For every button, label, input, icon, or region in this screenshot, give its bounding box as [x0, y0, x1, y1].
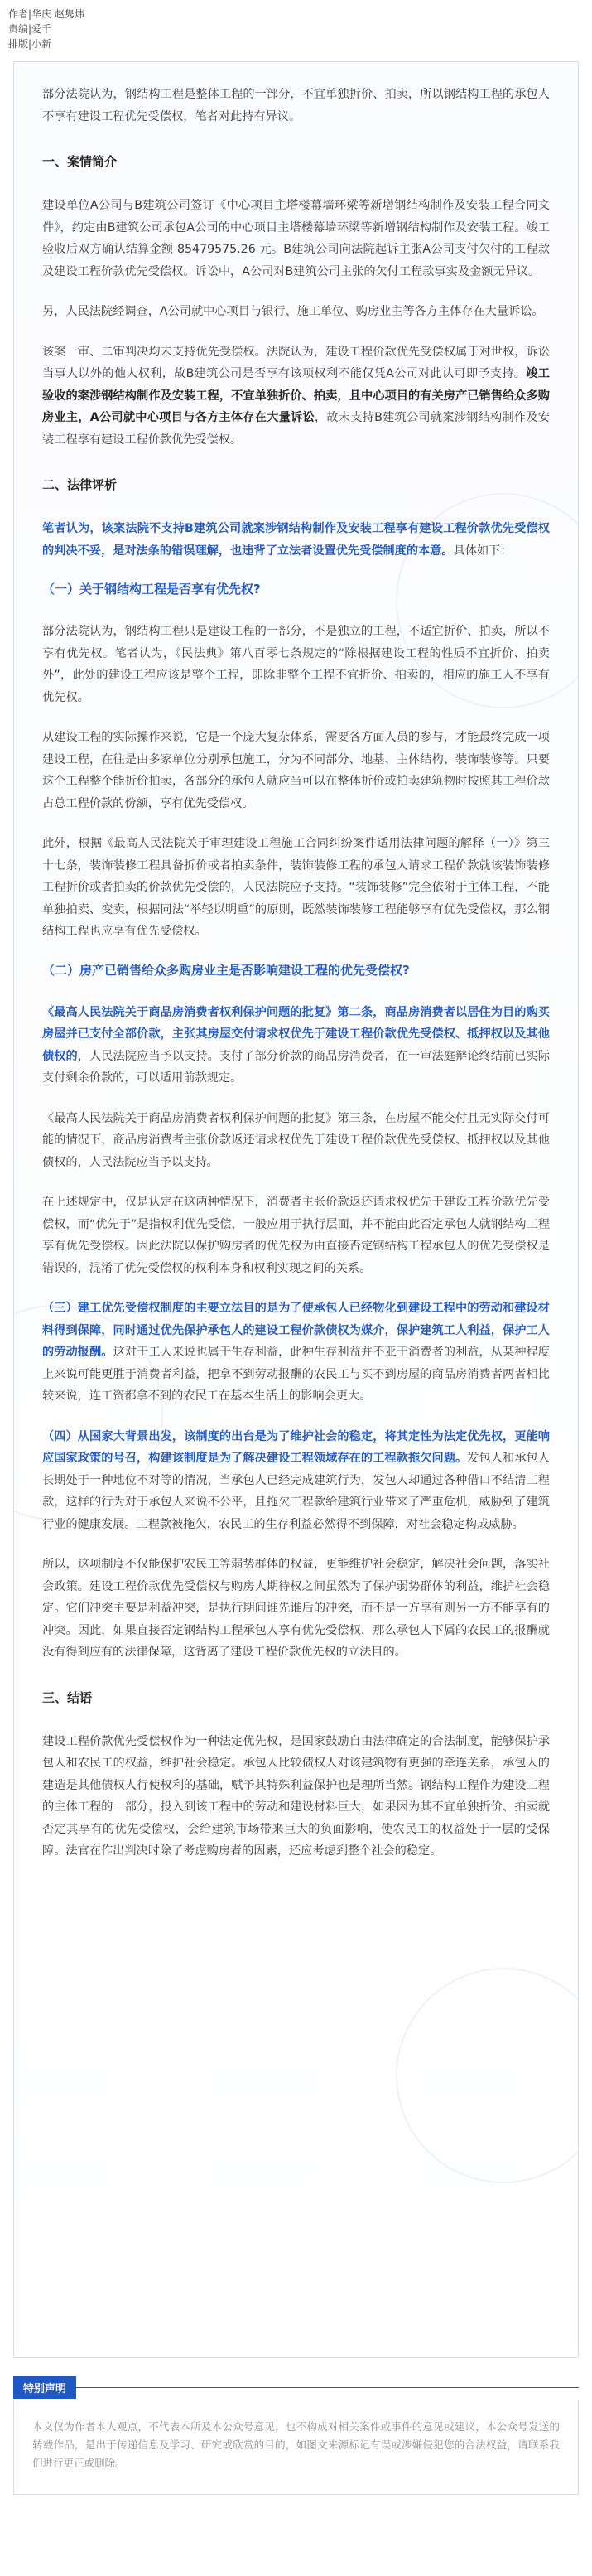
section-heading-analysis: 二、法律评析: [42, 477, 118, 492]
case-text: 该案一审、二审判决均未支持优先受偿权。法院认为，建设工程价款优先受偿权属于对世权，诉讼当事人以外的他人权利，故B建筑公司是否享有该项权利不能仅凭A公司对此认可即予支持。: [42, 345, 550, 380]
layout-credit: 排版|小新: [8, 38, 52, 50]
summary-paragraph: 所以，这项制度不仅能保护农民工等弱势群体的权益，更能维护社会稳定，解决社会问题，落实社会政策。建设工程价款优先受偿权与购房人期待权之间虽然为了保护弱势群体的利益，维护社会稳定。它们冲突主要是利益冲突，是执行期间谁先谁后的冲突，而不是一方享有则另一方不能享有的冲突。因此，如果直接否定钢结构工程承包人享有优先受偿权，那么承包人下属的农民工的报酬就没有得到应有的法律保障，这背离了建设工程价款优先权的立法目的。: [42, 1558, 550, 1659]
case-paragraph-2: 另，人民法院经调查，A公司就中心项目与银行、施工单位、购房业主等各方主体存在大量诉讼。: [42, 305, 544, 318]
notice-tag: 特别声明: [13, 2376, 76, 2399]
conclusion-paragraph: 建设工程价款优先受偿权作为一种法定优先权，是国家鼓励自由法律确定的合法制度，能够保护承包人和农民工的权益，维护社会稳定。承包人比较债权人对该建筑物有更强的牵连关系，承包人的建造是其他债权人行使权利的基础，赋予其特殊利益保护也是理所当然。钢结构工程作为建设工程的主体工程的一部分，投入到该工程中的劳动和建设材料巨大，如果因为其不宜单独折价、拍卖就否定其享有的优先受偿权，会给建筑市场带来巨大的负面影响，使农民工的权益处于一层的受保障。法官在作出判决时除了考虑购房者的因素，还应考虑到整个社会的稳定。: [42, 1734, 550, 1858]
house-text: ，人民法院应当予以支持。支付了部分价款的商品房消费者，在一审法庭辩论终结前已实际支付剩余价款的，可以适用前款规定。: [42, 1049, 550, 1085]
subheading-house-sold: （二）房产已销售给众多购房业主是否影响建设工程的优先受偿权?: [42, 962, 410, 978]
national-context-paragraph: [42, 1426, 550, 1536]
analysis-lead-emphasis: 笔者认为，该案法院不支持B建筑公司就案涉钢结构制作及安装工程享有建设工程价款优先受偿权的判决不妥，是对法条的错误理解，也违背了立法者设置优先受偿制度的本意。: [42, 522, 550, 558]
notice-body: 本文仅为作者本人观点，不代表本所及本公众号意见，也不构成对相关案件或事件的意见或建议，本公众号发送的转载作品，是出于传递信息及学习、研究或欣赏的目的，如图文来源标记有误或涉嫌侵犯您的合法权益，请联系我们进行更正或删除。: [13, 2400, 579, 2495]
legislative-purpose-emphasis: （三）建工优先受偿权制度的主要立法目的是为了使承包人已经物化到建设工程中的劳动和建设材料得到保障，同时通过优先保护承包人的建设工程价款债权为媒介，保护建筑工人利益，保护工人的劳动报酬。: [42, 1302, 550, 1359]
case-paragraph-1: 建设单位A公司与B建筑公司签订《中心项目主塔楼幕墙环梁等新增钢结构制作及安装工程合同文件》，约定由B建筑公司承包A公司的中心项目主塔楼幕墙环梁等新增钢结构制作及安装工程。竣工验收后双方确认结算金额 85479575.26 元。B建筑公司向法院起诉主张A公司支付欠付的工程款及建设工程价款优先受偿权。诉讼中，A公司对B建筑公司主张的欠付工程款事实及金额无异议。: [42, 199, 550, 278]
credits-block: [0, 0, 592, 51]
case-emphasis: 竣工验收的案涉钢结构制作及安装工程，不宜单独折价、拍卖，且中心项目的有关房产已销售给众多购房业主，A公司就中心项目与各方主体存在大量诉讼: [42, 367, 550, 424]
national-context-emphasis: （四）从国家大背景出发，该制度的出台是为了维护社会的稳定，将其定性为法定优先权，更能响应国家政策的号召，构建该制度是为了解决建设工程领域存在的工程款拖欠问题。: [42, 1429, 550, 1465]
case-text: ，故未支持B建筑公司就案涉钢结构制作及安装工程享有建设工程价款优先受偿权。: [42, 411, 550, 447]
analysis-lead-tail: 具体如下：: [453, 544, 513, 558]
case-paragraph-3: [42, 341, 550, 452]
steel-paragraph-2: 从建设工程的实际操作来说，它是一个庞大复杂体系，需要各方面人员的参与，才能最终完成一项建设工程，在往是由多家单位分别承包施工，分为不同部分、地基、主体结构、装饰装修等。只要这个工程整个能折价拍卖，各部分的承包人就应当可以在整体折价或拍卖建筑物时按照其工程价款占总工程价款的份额，享有优先受偿权。: [42, 731, 550, 810]
steel-paragraph-1: 部分法院认为，钢结构工程只是建设工程的一部分，不是独立的工程，不适宜折价、拍卖，所以不享有优先权。笔者认为，《民法典》第八百零七条规定的“除根据建设工程的性质不宜折价、拍卖外”，此处的建设工程应该是整个工程，即除非整个工程不宜折价、拍卖的，相应的施工人不享有优先权。: [42, 625, 550, 704]
background-circle-decoration: [396, 1968, 579, 2183]
analysis-lead-paragraph: [42, 518, 550, 562]
steel-paragraph-3: 此外，根据《最高人民法院关于审理建设工程施工合同纠纷案件适用法律问题的解释（一）》第三十七条，装饰装修工程具备折价或者拍卖条件，装饰装修工程的承包人请求工程价款就该装饰装修工程折价或者拍卖的价款优先受偿的，人民法院应予支持。“装饰装修”完全依附于主体工程，不能单独拍卖、变卖，根据同法“举轻以明重”的原则，既然装饰装修工程能够享有优先受偿权，那么钢结构工程也应享有优先受偿权。: [42, 837, 550, 938]
house-paragraph-3: 在上述规定中，仅是认定在这两种情况下，消费者主张价款返还请求权优先于建设工程价款优先受偿权，而“优先于”是指权利优先受偿，一般应用于执行层面，并不能由此否定承包人就钢结构工程享有优先受偿权。因此法院以保护购房者的优先权为由直接否定钢结构工程承包人的优先受偿权是错误的，混淆了优先受偿权的权利本身和权利实现之间的关系。: [42, 1196, 550, 1275]
house-paragraph-1: [42, 1002, 550, 1090]
notice-header: [13, 2375, 579, 2400]
article-frame: [13, 61, 579, 2358]
special-notice: [13, 2375, 579, 2495]
subheading-steel-structure: （一）关于钢结构工程是否享有优先权?: [42, 582, 261, 597]
house-emphasis: 《最高人民法院关于商品房消费者权利保护问题的批复》第二条，商品房消费者以居住为目的购买房屋并已支付全部价款，主张其房屋交付请求权优先于建设工程价款优先受偿权、抵押权以及其他债权的: [42, 1005, 550, 1063]
section-heading-conclusion: 三、结语: [42, 1689, 93, 1705]
legislative-purpose-paragraph: [42, 1298, 550, 1408]
reviewer-credit: 责编|爱千: [8, 23, 52, 35]
intro-paragraph: 部分法院认为，钢结构工程是整体工程的一部分，不宜单独折价、拍卖，所以钢结构工程的承包人不享有建设工程优先受偿权，笔者对此持有异议。: [42, 88, 550, 123]
notice-divider: [76, 2387, 579, 2388]
author-credit: 作者|华庆 赵隽炜: [8, 8, 84, 20]
legislative-purpose-text: 这对于工人来说也属于生存利益，此种生存利益并不亚于消费者的利益，从某种程度上来说可能更胜于消费者利益，把拿不到劳动报酬的农民工与买不到房屋的商品房消费者两者相比较来说，连工资都拿不到的农民工在基本生活上的影响会更大。: [42, 1346, 550, 1403]
section-heading-case: 一、案情简介: [42, 154, 118, 169]
national-context-text: 发包人和承包人长期处于一种地位不对等的情况，当承包人已经完成建筑行为，发包人却通过各种借口不结清工程款，这样的行为对于承包人来说不公平，且拖欠工程款给建筑行业带来了严重危机，威胁到了建筑行业的健康发展。工程款被拖欠，农民工的生存利益必然得不到保障，对社会稳定构成威胁。: [42, 1452, 550, 1531]
house-paragraph-2: 《最高人民法院关于商品房消费者权利保护问题的批复》第三条，在房屋不能交付且无实际交付可能的情况下，商品房消费者主张价款返还请求权优先于建设工程价款优先受偿权、抵押权以及其他债权的，人民法院应当予以支持。: [42, 1111, 550, 1169]
